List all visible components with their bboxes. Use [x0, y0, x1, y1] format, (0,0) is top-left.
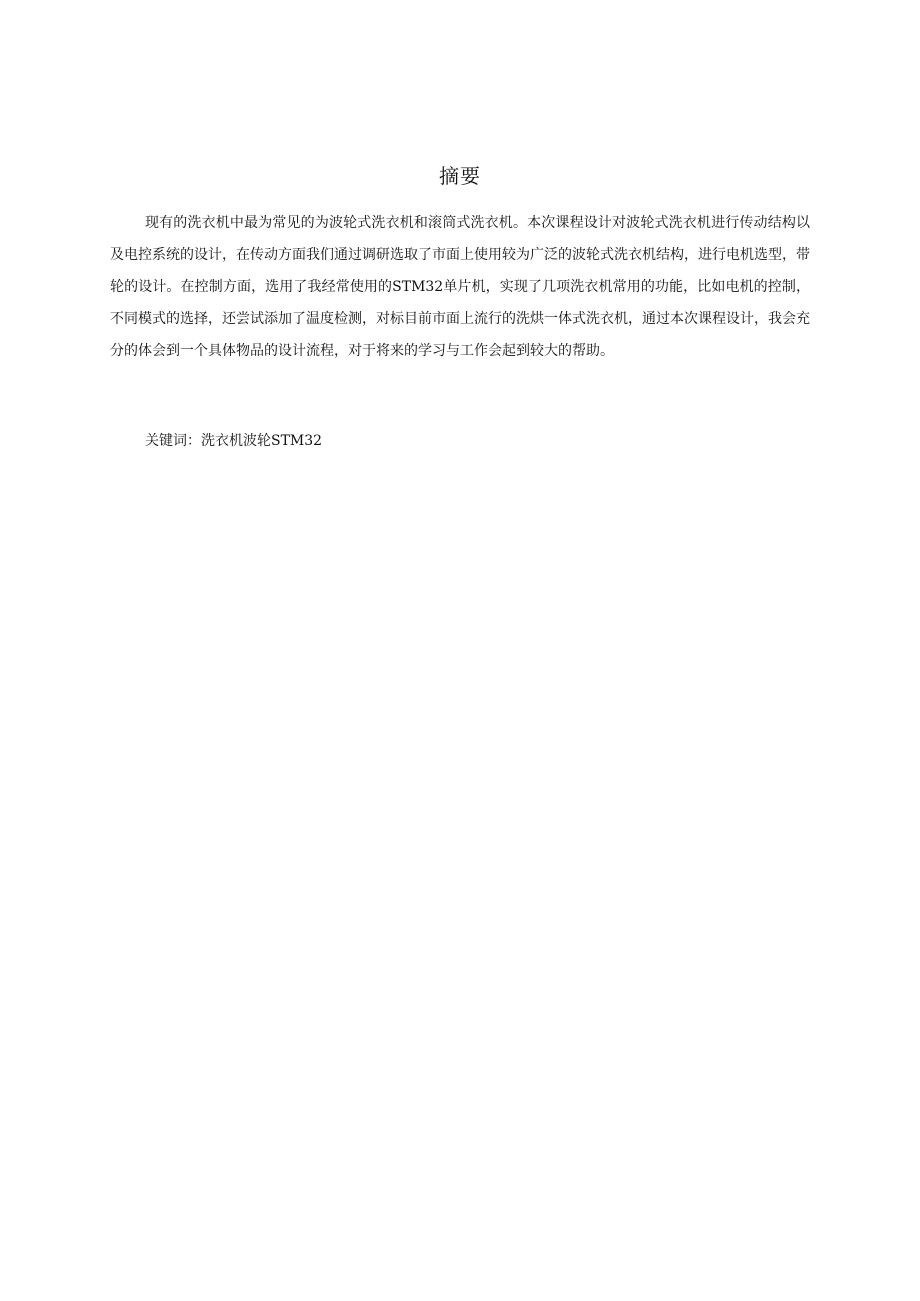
abstract-paragraph: 现有的洗衣机中最为常见的为波轮式洗衣机和滚筒式洗衣机。本次课程设计对波轮式洗衣机进行传动结构以及电控系统的设计，在传动方面我们通过调研选取了市面上使用较为广泛的波轮式洗衣机结构，进行电机选型，带轮的设计。在控制方面，选用了我经常使用的STM32单片机，实现了几项洗衣机常用的功能，比如电机的控制，不同模式的选择，还尝试添加了温度检测，对标目前市面上流行的洗烘一体式洗衣机，通过本次课程设计，我会充分的体会到一个具体物品的设计流程，对于将来的学习与工作会起到较大的帮助。 [110, 215, 810, 359]
keywords-line [145, 425, 745, 457]
keywords-label: 关键词： [145, 433, 201, 449]
keywords-value: 洗衣机波轮STM32 [201, 433, 323, 449]
abstract-title: 摘要 [439, 164, 481, 188]
